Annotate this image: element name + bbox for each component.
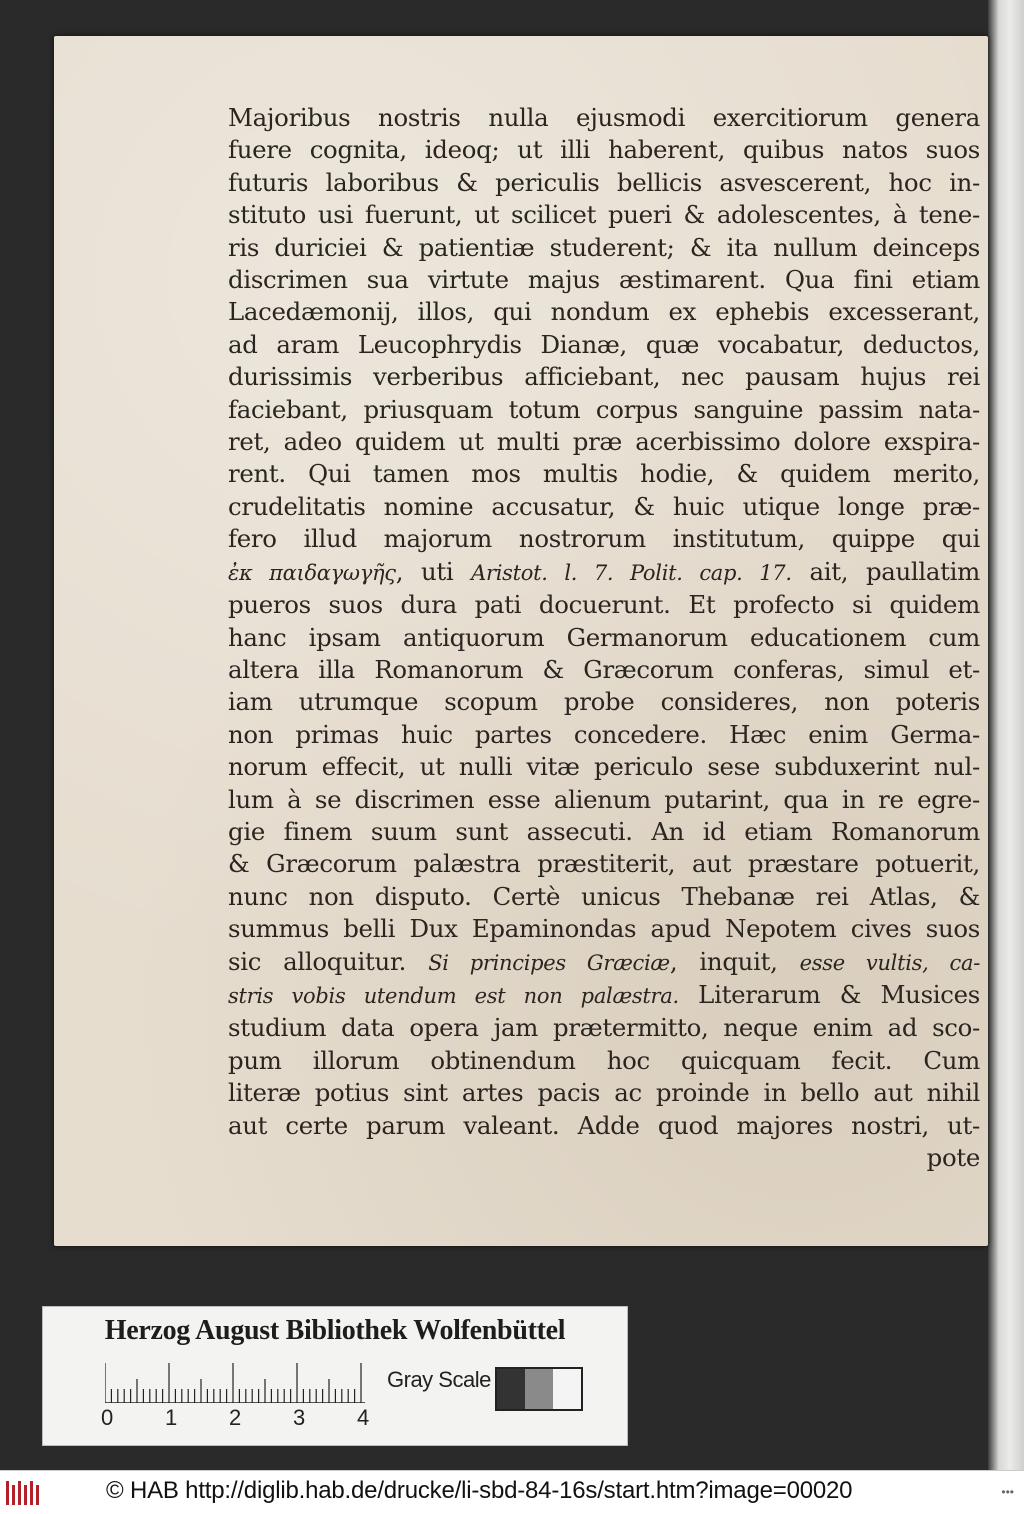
source-link[interactable]: © HAB http://diglib.hab.de/drucke/li-sbd-84-16s/start.htm?image=00020	[106, 1477, 853, 1504]
text-line: ris duriciei & patientiæ studerent; & ita nullum deinceps	[228, 232, 980, 262]
text-line: fuere cognita, ideoq; ut illi haberent, quibus natos suos	[228, 135, 980, 165]
text-line: ret, adeo quidem ut multi præ acerbissimo dolore exspira-	[228, 427, 980, 457]
page-edge	[988, 0, 1024, 1470]
quote-fragment: Si principes Græciæ	[428, 950, 670, 975]
text-line: non primas huic partes concedere. Hæc enim Germa-	[228, 719, 980, 749]
library-name: Herzog August Bibliothek Wolfenbüttel	[104, 1315, 566, 1346]
text-line: stituto usi fuerunt, ut scilicet pueri & adolescentes, à tene-	[228, 200, 980, 230]
text-line: & Græcorum palæstra præstiterit, aut præstare potuerit,	[228, 849, 980, 879]
text-line: fero illud majorum nostrorum institutum, quippe qui	[228, 524, 980, 554]
text-fragment: , uti	[395, 556, 472, 586]
text-fragment: sic alloquitur.	[228, 946, 429, 976]
text-line: altera illa Romanorum & Græcorum conferas, simul et-	[228, 654, 980, 684]
ruler-scale	[105, 1363, 365, 1403]
footer-bar	[0, 1470, 1024, 1514]
text-line: studium data opera jam prætermitto, neque enim ad sco-	[228, 1013, 980, 1043]
citation-reference: Aristot. l. 7. Polit. cap. 17.	[471, 560, 792, 585]
ruler-number: 0	[101, 1405, 114, 1430]
gray-scale-label: Gray Scale	[387, 1367, 491, 1392]
quote-fragment: esse vultis, ca-	[799, 950, 980, 975]
quote-fragment: stris vobis utendum est non palæstra.	[228, 983, 679, 1008]
ruler-number: 1	[165, 1405, 178, 1430]
text-fragment: ait, paullatim	[791, 556, 980, 586]
text-line: aut certe parum valeant. Adde quod majores nostri, ut-	[228, 1110, 980, 1140]
greek-phrase: ἐκ παιδαγωγῆς	[228, 560, 396, 585]
text-line: Majoribus nostris nulla ejusmodi exercitiorum genera	[228, 103, 980, 132]
text-line: durissimis verberibus afficiebant, nec pausam hujus rei	[228, 362, 980, 392]
text-line: hanc ipsam antiquorum Germanorum educationem cum	[228, 622, 980, 652]
hab-logo-icon	[4, 1479, 44, 1507]
text-line: futuris laboribus & periculis bellicis asvescerent, hoc in-	[228, 167, 980, 197]
text-fragment: , inquit,	[669, 946, 800, 976]
text-line: iam utrumque scopum probe consideres, non poteris	[228, 687, 980, 717]
book-page	[54, 36, 988, 1246]
text-line: lum à se discrimen esse alienum putarint, qua in re egre-	[228, 784, 980, 814]
library-scale-card	[42, 1306, 628, 1446]
gray-scale-swatches	[495, 1367, 583, 1411]
text-line: norum effecit, ut nulli vitæ periculo sese subduxerint nul-	[228, 752, 980, 782]
text-line: literæ potius sint artes pacis ac proinde in bello aut nihil	[228, 1078, 980, 1108]
text-line: nunc non disputo. Certè unicus Thebanæ rei Atlas, &	[228, 881, 980, 911]
text-line: crudelitatis nomine accusatur, & huic utique longe præ-	[228, 491, 980, 521]
text-line: discrimen sua virtute majus æstimarent. Qua fini etiam	[228, 265, 980, 295]
more-options-icon[interactable]: •••	[1001, 1485, 1014, 1499]
ruler-number: 3	[293, 1405, 306, 1430]
ruler-number: 2	[229, 1405, 242, 1430]
gray-swatch-light	[553, 1369, 581, 1409]
text-line: pum illorum obtinendum hoc quicquam fecit. Cum	[228, 1045, 980, 1075]
page-text	[228, 102, 980, 1174]
catchword: pote	[926, 1143, 980, 1172]
text-line: gie finem suum sunt assecuti. An id etiam Romanorum	[228, 816, 980, 846]
text-fragment: Literarum & Musices	[678, 979, 980, 1009]
text-line-quote	[228, 946, 980, 979]
text-line: rent. Qui tamen mos multis hodie, & quidem merito,	[228, 459, 980, 489]
text-line: faciebant, priusquam totum corpus sanguine passim nata-	[228, 394, 980, 424]
text-line: Lacedæmonij, illos, qui nondum ex ephebis excesserant,	[228, 297, 980, 327]
gray-swatch-mid	[525, 1369, 553, 1409]
text-line: ad aram Leucophrydis Dianæ, quæ vocabatur, deductos,	[228, 329, 980, 359]
text-line-citation	[228, 556, 980, 589]
gray-swatch-dark	[497, 1369, 525, 1409]
text-line: summus belli Dux Epaminondas apud Nepotem cives suos	[228, 914, 980, 944]
text-line-quote	[228, 979, 980, 1012]
ruler-number: 4	[357, 1405, 370, 1430]
text-line: pueros suos dura pati docuerunt. Et profecto si quidem	[228, 590, 980, 620]
